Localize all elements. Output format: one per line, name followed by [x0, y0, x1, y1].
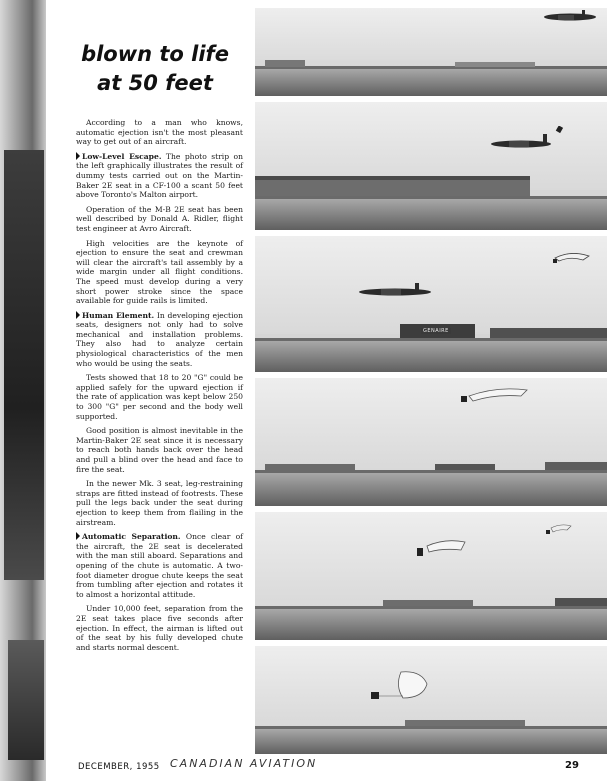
spine-shadow-lower [8, 640, 44, 760]
handwritten-note: CANADIAN AVIATION [170, 757, 318, 770]
photo-frame-6 [255, 646, 607, 754]
parachute-icon [413, 534, 473, 560]
aircraft-icon [487, 126, 567, 152]
body-paragraph: In the newer Mk. 3 seat, leg-restraining straps are fitted instead of footrests. These pull the legs back under the seat during ejection to keep them from flailing in the airstream. [76, 479, 243, 527]
paragraph-text: In developing ejection seats, designers not only had to solve mechanical and installation problems. They also had to analyze certain physiological characteristics of the men who would be using the seats. [76, 310, 243, 368]
body-paragraph: Good position is almost inevitable in the Martin-Baker 2E seat since it is necessary to reach both hands back over the head and pull a blind over the head and face to fire the seat. [76, 426, 243, 474]
body-paragraph: Under 10,000 feet, separation from the 2E seat takes place five seconds after ejection. In effect, the airman is lifted out of the seat by his fully developed chute and starts normal descent. [76, 604, 243, 652]
title-line-1: blown to life [81, 42, 229, 66]
photo-frame-3 [255, 236, 607, 372]
title-line-2: at 50 feet [97, 71, 213, 95]
paragraph-text: Once clear of the aircraft, the 2E seat is decelerated with the man still aboard. Separations and opening of the chute is automatic. A two-foot diameter drogue chute keeps the seat from tumbling after ejection and rotates it to almost a horizontal attitude. [76, 532, 243, 599]
hangar-sign: GENAIRE [423, 328, 449, 334]
body-paragraph: High velocities are the keynote of ejection to ensure the seat and crewman will clear the aircraft's tail assembly by a wide margin under all flight conditions. The speed must develop during a very short power stroke since the space available for guide rails is limited. [76, 238, 243, 306]
binding-spine [0, 0, 46, 781]
subhead-paragraph [76, 152, 243, 200]
seat-drogue-icon [545, 522, 575, 536]
subhead: Low-Level Escape. [82, 151, 162, 161]
subhead: Automatic Separation. [82, 532, 181, 542]
article-title [60, 40, 250, 98]
subhead-paragraph [76, 532, 243, 599]
bullet-arrow-icon [76, 311, 80, 319]
subhead: Human Element. [82, 310, 155, 320]
photo-frame-4 [255, 378, 607, 506]
photo-frame-5 [255, 512, 607, 640]
photo-frame-2 [255, 102, 607, 230]
bullet-arrow-icon [76, 532, 80, 540]
paragraph-text: The photo strip on the left graphically illustrates the result of dummy tests carried out on the Martin-Baker 2E seat in a CF-100 a scant 50 feet above Toronto's Malton airport. [76, 151, 243, 200]
spine-shadow [4, 150, 44, 580]
parachute-icon [553, 250, 593, 264]
page-number: 29 [565, 760, 579, 771]
aircraft-icon [355, 280, 437, 300]
body-paragraph: According to a man who knows, automatic ejection isn't the most pleasant way to get out of an aircraft. [76, 118, 243, 147]
issue-date: DECEMBER, 1955 [78, 762, 160, 772]
parachute-icon [365, 668, 435, 704]
bullet-arrow-icon [76, 152, 80, 160]
photo-frame-1 [255, 8, 607, 96]
article-body [76, 118, 243, 657]
aircraft-icon [540, 8, 600, 24]
subhead-paragraph [76, 311, 243, 369]
body-paragraph: Tests showed that 18 to 20 "G" could be applied safely for the upward ejection if the rate of application was kept below 250 to 300 "G" per second and the body well supported. [76, 373, 243, 421]
parachute-icon [455, 384, 535, 404]
body-paragraph: Operation of the M-B 2E seat has been well described by Donald A. Ridler, flight test engineer at Avro Aircraft. [76, 204, 243, 233]
